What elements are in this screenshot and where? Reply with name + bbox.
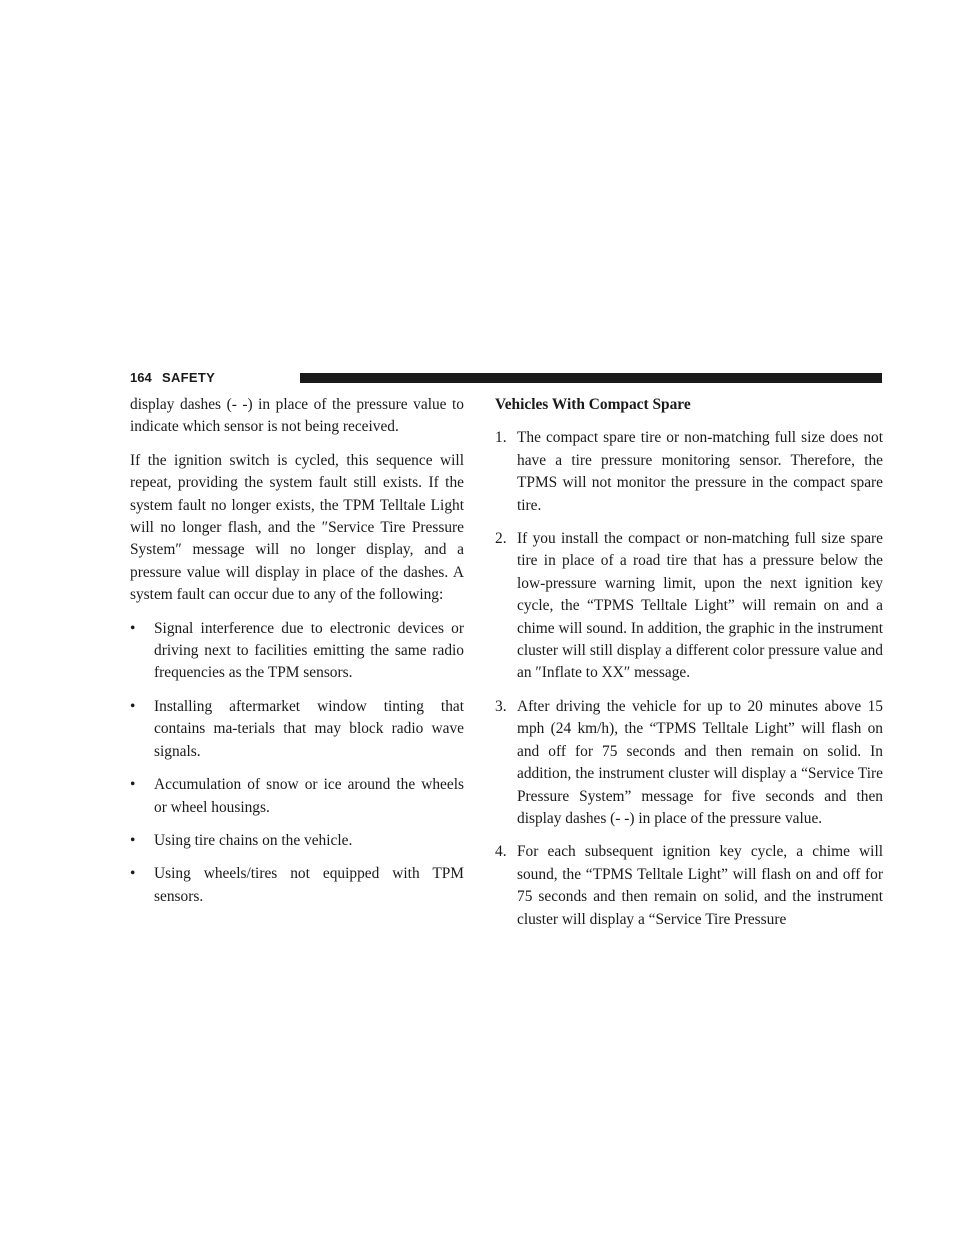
step-text: After driving the vehicle for up to 20 minutes above 15 mph (24 km/h), the “TPMS Telltale Light” will flash on and off for 75 seconds and then remain on solid. In addition, the instrument cluster will display a “Service Tire Pressure System” message for five seconds and then display dashes (- -) in place of the pressure value. [517,697,883,827]
left-column [130,394,464,919]
step-text: If you install the compact or non-matching full size spare tire in place of a road tire that has a pressure below the low-pressure warning limit, upon the next ignition key cycle, the “TPMS Telltale Light” will remain on and a chime will sound. In addition, the graphic in the instrument cluster will still display a different color pressure value and an ″Inflate to XX″ message. [517,530,883,682]
list-item [130,863,464,908]
list-item-text: Using wheels/tires not equipped with TPM sensors. [154,865,464,905]
bullet-icon: • [130,831,136,849]
list-item-text: Installing aftermarket window tinting that contains ma-terials that may block radio wave signals. [154,697,464,760]
list-item [495,427,883,517]
bullet-icon: • [130,776,136,794]
step-number: 2. [495,530,507,548]
compact-spare-steps [495,427,883,931]
section-heading: Vehicles With Compact Spare [495,396,691,413]
paragraph: If the ignition switch is cycled, this sequence will repeat, providing the system fault still exists. If the system fault no longer exists, the TPM Telltale Light will no longer flash, and the ″Service Tire Pressure System″ message will no longer display, and a pressure value will display in place of the dashes. A system fault can occur due to any of the following: [130,451,464,604]
list-item [130,696,464,763]
header-rule [300,373,882,383]
bullet-icon: • [130,865,136,883]
bullet-icon: • [130,619,136,637]
bullet-icon: • [130,697,136,715]
right-column [495,394,883,942]
step-number: 4. [495,843,507,861]
list-item-text: Accumulation of snow or ice around the wheels or wheel housings. [154,776,464,816]
list-item [130,774,464,819]
list-item [495,528,883,685]
step-number: 1. [495,429,507,447]
page-number: 164 [130,370,152,385]
fault-causes-list [130,618,464,908]
list-item [495,841,883,931]
list-item [495,696,883,830]
list-item [130,830,464,852]
list-item [130,618,464,685]
paragraph: display dashes (- -) in place of the pressure value to indicate which sensor is not being received. [130,396,464,436]
page-header [130,370,882,386]
step-text: The compact spare tire or non-matching full size does not have a tire pressure monitoring sensor. Therefore, the TPMS will not monitor the pressure in the compact spare tire. [517,429,883,514]
step-text: For each subsequent ignition key cycle, a chime will sound, the “TPMS Telltale Light” will flash on and off for 75 seconds and then remain on solid, and the instrument cluster will display a “Service Tire Pressure [517,843,883,928]
step-number: 3. [495,697,507,715]
list-item-text: Signal interference due to electronic devices or driving next to facilities emitting the same radio frequencies as the TPM sensors. [154,619,464,682]
section-title: SAFETY [162,370,216,385]
list-item-text: Using tire chains on the vehicle. [154,831,353,849]
